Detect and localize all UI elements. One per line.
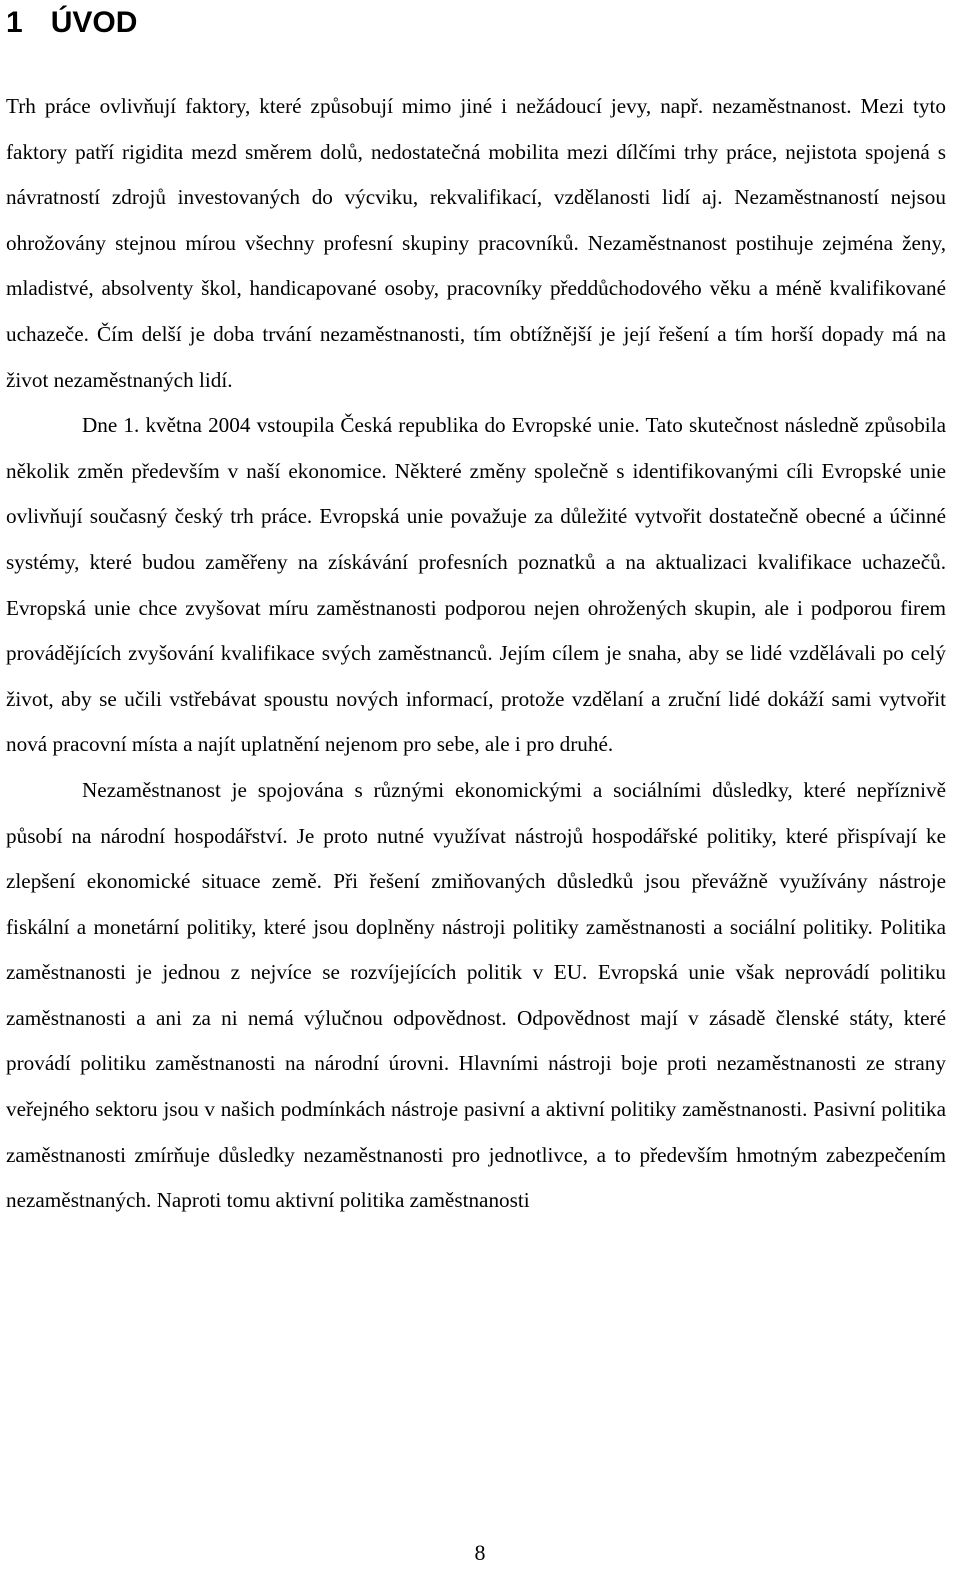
chapter-heading (6, 0, 946, 64)
page-number: 8 (474, 1540, 486, 1565)
body-text (6, 84, 946, 1224)
paragraph-1: Trh práce ovlivňují faktory, které způsobují mimo jiné i nežádoucí jevy, např. nezaměstnanost. Mezi tyto faktory patří rigidita mezd směrem dolů, nedostatečná mobilita mezi dílčími trhy práce, nejistota spojená s návratností zdrojů investovaných do výcviku, rekvalifikací, vzdělanosti lidí aj. Nezaměstnaností nejsou ohrožovány stejnou mírou všechny profesní skupiny pracovníků. Nezaměstnanost postihuje zejména ženy, mladistvé, absolventy škol, handicapované osoby, pracovníky předdůchodového věku a méně kvalifikované uchazeče. Čím delší je doba trvání nezaměstnanosti, tím obtížnější je její řešení a tím horší dopady má na život nezaměstnaných lidí. (6, 94, 946, 392)
chapter-title: ÚVOD (50, 6, 138, 39)
chapter-number: 1 (6, 6, 23, 39)
document-page (6, 0, 946, 1224)
paragraph-2: Dne 1. května 2004 vstoupila Česká republika do Evropské unie. Tato skutečnost následně způsobila několik změn především v naší ekonomice. Některé změny společně s identifikovanými cíli Evropské unie ovlivňují současný český trh práce. Evropská unie považuje za důležité vytvořit dostatečně obecné a účinné systémy, které budou zaměřeny na získávání profesních poznatků a na aktualizaci kvalifikace uchazečů. Evropská unie chce zvyšovat míru zaměstnanosti podporou nejen ohrožených skupin, ale i podporou firem provádějících zvyšování kvalifikace svých zaměstnanců. Jejím cílem je snaha, aby se lidé vzdělávali po celý život, aby se učili vstřebávat spoustu nových informací, protože vzdělaní a zruční lidé dokáží sami vytvořit nová pracovní místa a najít uplatnění nejenom pro sebe, ale i pro druhé. (6, 413, 946, 757)
paragraph-3: Nezaměstnanost je spojována s různými ekonomickými a sociálními důsledky, které nepříznivě působí na národní hospodářství. Je proto nutné využívat nástrojů hospodářské politiky, které přispívají ke zlepšení ekonomické situace země. Při řešení zmiňovaných důsledků jsou převážně využívány nástroje fiskální a monetární politiky, které jsou doplněny nástroji politiky zaměstnanosti a sociální politiky. Politika zaměstnanosti je jednou z nejvíce se rozvíjejících politik v EU. Evropská unie však neprovádí politiku zaměstnanosti a ani za ni nemá výlučnou odpovědnost. Odpovědnost mají v zásadě členské státy, které provádí politiku zaměstnanosti na národní úrovni. Hlavními nástroji boje proti nezaměstnanosti ze strany veřejného sektoru jsou v našich podmínkách nástroje pasivní a aktivní politiky zaměstnanosti. Pasivní politika zaměstnanosti zmírňuje důsledky nezaměstnanosti pro jednotlivce, a to především hmotným zabezpečením nezaměstnaných. Naproti tomu aktivní politika zaměstnanosti (6, 777, 946, 1213)
